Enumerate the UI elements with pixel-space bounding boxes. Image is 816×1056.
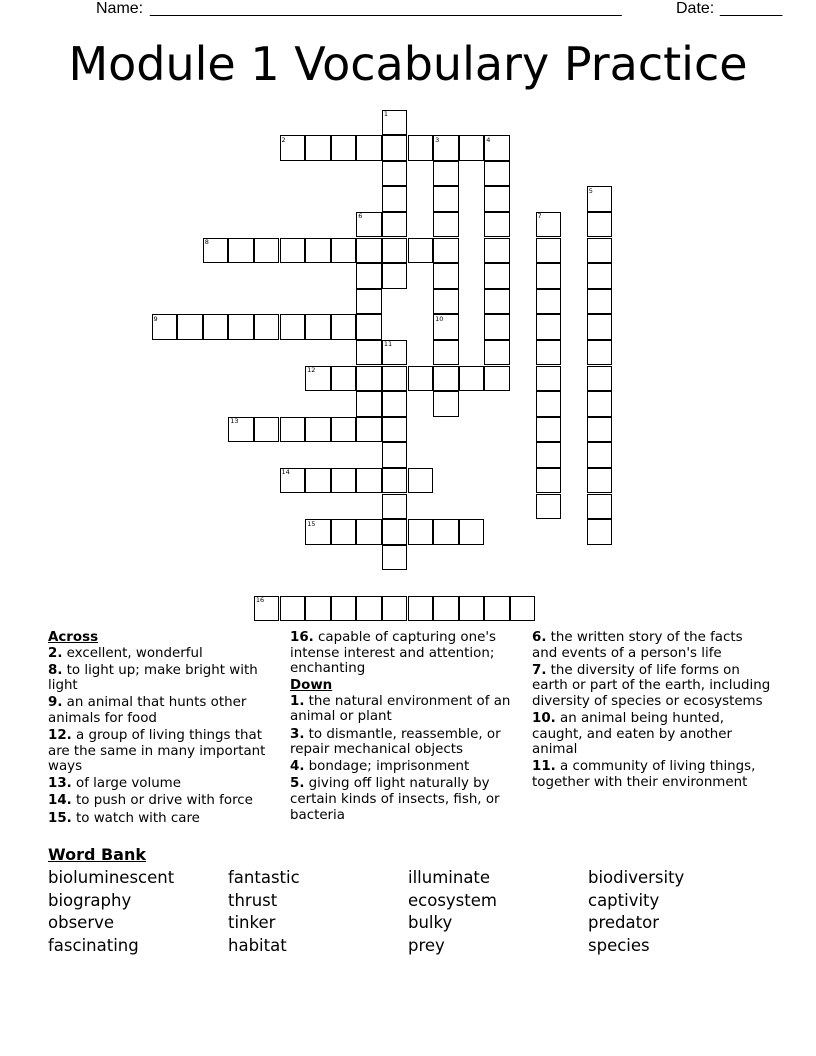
- crossword-cell[interactable]: [408, 135, 434, 161]
- crossword-cell[interactable]: [356, 519, 382, 545]
- crossword-cell[interactable]: [433, 212, 459, 238]
- crossword-cell[interactable]: [433, 391, 459, 417]
- cell-number: 7: [537, 212, 542, 221]
- crossword-cell[interactable]: [536, 314, 562, 340]
- crossword-cell[interactable]: [356, 135, 382, 161]
- word-bank-word: fascinating: [48, 936, 139, 955]
- clue-text: to dismantle, reassemble, or repair mechanical objects: [290, 726, 501, 758]
- crossword-cell[interactable]: [459, 366, 485, 392]
- crossword-cell[interactable]: [254, 417, 280, 443]
- crossword-cell[interactable]: [305, 417, 331, 443]
- crossword-cell[interactable]: [587, 314, 613, 340]
- clue-text: a group of living things that are the same in many important ways: [48, 728, 266, 775]
- crossword-cell[interactable]: [536, 442, 562, 468]
- crossword-cell[interactable]: [433, 340, 459, 366]
- down-heading: Down: [290, 678, 333, 694]
- crossword-cell[interactable]: [433, 519, 459, 545]
- clue-text: capable of capturing one's intense interest and attention; enchanting: [290, 630, 497, 677]
- crossword-cell[interactable]: [305, 596, 331, 622]
- crossword-cell[interactable]: [356, 596, 382, 622]
- clue-text: giving off light naturally by certain kinds of insects, fish, or bacteria: [290, 776, 500, 823]
- word-bank-word: biography: [48, 891, 132, 910]
- crossword-cell[interactable]: [484, 596, 510, 622]
- crossword-cell[interactable]: [484, 289, 510, 315]
- clue-number: 8.: [48, 662, 63, 678]
- crossword-cell[interactable]: [382, 161, 408, 187]
- across-clue: [48, 695, 280, 726]
- crossword-cell[interactable]: [382, 442, 408, 468]
- across-clue: [48, 793, 280, 809]
- crossword-cell[interactable]: [484, 161, 510, 187]
- crossword-cell[interactable]: [382, 519, 408, 545]
- crossword-cell[interactable]: [587, 391, 613, 417]
- crossword-cell[interactable]: [331, 238, 357, 264]
- clue-text: bondage; imprisonment: [308, 759, 470, 775]
- crossword-cell[interactable]: [203, 314, 229, 340]
- crossword-cell[interactable]: [305, 314, 331, 340]
- word-bank-heading: Word Bank: [48, 845, 147, 864]
- across-heading: Across: [48, 630, 99, 645]
- crossword-cell[interactable]: [536, 494, 562, 520]
- crossword-cell[interactable]: [433, 161, 459, 187]
- crossword-cell[interactable]: [331, 417, 357, 443]
- page-title: Module 1 Vocabulary Practice: [68, 37, 748, 91]
- cell-number: 3: [435, 135, 440, 144]
- crossword-cell[interactable]: [587, 289, 613, 315]
- clue-number: 2.: [48, 645, 63, 661]
- name-label: Name:: [96, 0, 144, 17]
- crossword-cell[interactable]: [510, 596, 536, 622]
- crossword-cell[interactable]: [433, 263, 459, 289]
- cell-number: 12: [307, 366, 316, 374]
- crossword-cell[interactable]: [433, 186, 459, 212]
- cell-number: 14: [281, 468, 290, 477]
- crossword-cell[interactable]: [459, 135, 485, 161]
- crossword-cell[interactable]: [587, 238, 613, 264]
- crossword-cell[interactable]: [305, 238, 331, 264]
- crossword-cell[interactable]: [382, 545, 408, 571]
- crossword-cell[interactable]: [331, 519, 357, 545]
- crossword-cell[interactable]: [587, 366, 613, 392]
- crossword-cell[interactable]: [459, 519, 485, 545]
- word-bank-word: bioluminescent: [48, 868, 175, 887]
- word-bank-word: species: [588, 936, 650, 955]
- crossword-cell[interactable]: [408, 596, 434, 622]
- clue-text: an animal being hunted, caught, and eaten by another animal: [532, 710, 732, 758]
- down-clue: [290, 694, 522, 725]
- crossword-cell[interactable]: [484, 238, 510, 264]
- crossword-cell[interactable]: [536, 468, 562, 494]
- crossword-cell[interactable]: [382, 596, 408, 622]
- crossword-cell[interactable]: [484, 212, 510, 238]
- cell-number: 4: [486, 135, 491, 144]
- crossword-cell[interactable]: [536, 340, 562, 366]
- cell-number: 1: [383, 110, 389, 118]
- crossword-cell[interactable]: [356, 289, 382, 315]
- clue-number: 10.: [532, 710, 556, 726]
- crossword-cell[interactable]: [356, 340, 382, 366]
- clue-number: 5.: [290, 776, 305, 792]
- clue-number: 4.: [290, 759, 305, 775]
- down-clue: [532, 711, 772, 758]
- crossword-cell[interactable]: [356, 391, 382, 417]
- down-clue: [290, 727, 522, 758]
- down-clue: [290, 759, 522, 775]
- date-blank[interactable]: _______: [720, 0, 783, 17]
- crossword-cell[interactable]: [331, 468, 357, 494]
- crossword-cell[interactable]: [331, 135, 357, 161]
- clue-text: to watch with care: [76, 810, 200, 826]
- crossword-cell[interactable]: [433, 289, 459, 315]
- crossword-cell[interactable]: [280, 314, 306, 340]
- clue-column-1: [48, 630, 280, 828]
- crossword-cell[interactable]: [382, 417, 408, 443]
- crossword-cell[interactable]: [587, 494, 613, 520]
- crossword-cell[interactable]: [254, 314, 280, 340]
- crossword-cell[interactable]: [228, 314, 254, 340]
- cell-number: 16: [255, 596, 265, 605]
- crossword-cell[interactable]: [356, 263, 382, 289]
- crossword-cell[interactable]: [356, 366, 382, 392]
- clue-text: to light up; make bright with light: [48, 662, 258, 694]
- crossword-cell[interactable]: [536, 263, 562, 289]
- word-bank-word: fantastic: [228, 868, 300, 887]
- word-bank-word: bulky: [408, 913, 453, 932]
- crossword-cell[interactable]: [536, 391, 562, 417]
- word-bank-word: biodiversity: [588, 868, 685, 887]
- clue-text: the natural environment of an animal or plant: [290, 693, 511, 725]
- crossword-cell[interactable]: [356, 468, 382, 494]
- crossword-cell[interactable]: [484, 366, 510, 392]
- across-clue: [48, 663, 280, 694]
- crossword-cell[interactable]: [280, 417, 306, 443]
- crossword-cell[interactable]: [433, 366, 459, 392]
- clue-number: 9.: [48, 695, 63, 711]
- name-blank[interactable]: _____________________________________________________: [150, 0, 622, 17]
- crossword-cell[interactable]: [280, 596, 306, 622]
- crossword-cell[interactable]: [587, 519, 613, 545]
- clue-number: 14.: [48, 793, 72, 809]
- crossword-cell[interactable]: [536, 417, 562, 443]
- crossword-cell[interactable]: [331, 596, 357, 622]
- crossword-cell[interactable]: [587, 212, 613, 238]
- clue-column-2: [290, 630, 522, 825]
- clue-text: the written story of the facts and events of a person's life: [532, 630, 743, 661]
- crossword-cell[interactable]: [305, 135, 331, 161]
- crossword-cell[interactable]: [331, 314, 357, 340]
- crossword-cell[interactable]: [382, 391, 408, 417]
- crossword-cell[interactable]: [331, 366, 357, 392]
- cell-number: 15: [307, 519, 316, 528]
- word-bank-word: ecosystem: [408, 891, 497, 910]
- word-bank-word: prey: [408, 936, 445, 955]
- crossword-cell[interactable]: [587, 417, 613, 443]
- crossword-cell[interactable]: [484, 340, 510, 366]
- clue-number: 7.: [532, 662, 547, 678]
- word-bank-word: illuminate: [408, 868, 491, 887]
- word-bank-word: thrust: [228, 891, 278, 910]
- crossword-cell[interactable]: [587, 442, 613, 468]
- cell-number: 11: [383, 340, 393, 349]
- clue-number: 1.: [290, 693, 305, 709]
- clue-number: 13.: [48, 776, 72, 792]
- crossword-cell[interactable]: [382, 135, 408, 161]
- across-clue: [48, 646, 280, 662]
- word-bank-word: captivity: [588, 891, 660, 910]
- clue-number: 6.: [532, 630, 547, 645]
- crossword-cell[interactable]: [382, 186, 408, 212]
- across-clue: [48, 776, 280, 792]
- crossword-cell[interactable]: [587, 263, 613, 289]
- clue-number: 15.: [48, 810, 72, 826]
- clue-number: 11.: [532, 759, 556, 775]
- cell-number: 8: [204, 238, 209, 246]
- word-bank-word: habitat: [228, 936, 287, 955]
- crossword-cell[interactable]: [587, 340, 613, 366]
- crossword-cell[interactable]: [587, 468, 613, 494]
- crossword-cell[interactable]: [356, 238, 382, 264]
- down-clue: [532, 759, 772, 790]
- clue-number: 3.: [290, 726, 305, 742]
- clue-text: excellent, wonderful: [66, 645, 203, 661]
- crossword-cell[interactable]: [382, 212, 408, 238]
- cell-number: 13: [230, 417, 239, 426]
- clue-column-3: [532, 630, 772, 792]
- across-clue: [48, 811, 280, 827]
- across-clue: [290, 630, 522, 677]
- crossword-cell[interactable]: [356, 314, 382, 340]
- crossword-cell[interactable]: [382, 263, 408, 289]
- crossword-cell[interactable]: [382, 238, 408, 264]
- crossword-cell[interactable]: [536, 366, 562, 392]
- crossword-cell[interactable]: [305, 468, 331, 494]
- crossword-cell[interactable]: [484, 186, 510, 212]
- crossword-cell[interactable]: [459, 596, 485, 622]
- cell-number: 6: [358, 212, 363, 221]
- cell-number: 2: [281, 135, 286, 144]
- crossword-cell[interactable]: [382, 494, 408, 520]
- word-bank-word: observe: [48, 913, 115, 932]
- crossword-cell[interactable]: [433, 238, 459, 264]
- crossword-cell[interactable]: [536, 289, 562, 315]
- clue-number: 12.: [48, 728, 72, 744]
- cell-number: 10: [435, 314, 444, 323]
- crossword-cell[interactable]: [382, 366, 408, 392]
- crossword-cell[interactable]: [408, 238, 434, 264]
- clue-text: the diversity of life forms on earth or part of the earth, including diversity of species or ecosystems: [532, 662, 771, 709]
- crossword-cell[interactable]: [408, 519, 434, 545]
- down-clue: [532, 630, 772, 661]
- cell-number: 9: [153, 314, 158, 323]
- date-label: Date:: [676, 0, 715, 17]
- clue-text: a community of living things, together with their environment: [532, 759, 756, 790]
- crossword-cell[interactable]: [280, 238, 306, 264]
- crossword-cell[interactable]: [254, 238, 280, 264]
- clue-text: an animal that hunts other animals for food: [48, 695, 247, 726]
- down-clue: [290, 776, 522, 823]
- crossword-cell[interactable]: [382, 468, 408, 494]
- crossword-cell[interactable]: [433, 596, 459, 622]
- crossword-cell[interactable]: [177, 314, 203, 340]
- down-clue: [532, 663, 772, 710]
- cell-number: 5: [588, 186, 593, 195]
- crossword-cell[interactable]: [484, 263, 510, 289]
- word-bank-word: tinker: [228, 913, 276, 932]
- clue-number: 16.: [290, 630, 314, 645]
- crossword-cell[interactable]: [408, 468, 434, 494]
- word-bank-word: predator: [588, 913, 659, 932]
- crossword-cell[interactable]: [536, 238, 562, 264]
- crossword-cell[interactable]: [228, 238, 254, 264]
- crossword-cell[interactable]: [484, 314, 510, 340]
- clue-text: to push or drive with force: [76, 793, 253, 809]
- clue-text: of large volume: [76, 776, 181, 792]
- crossword-cell[interactable]: [356, 417, 382, 443]
- crossword-cell[interactable]: [408, 366, 434, 392]
- across-clue: [48, 728, 280, 775]
